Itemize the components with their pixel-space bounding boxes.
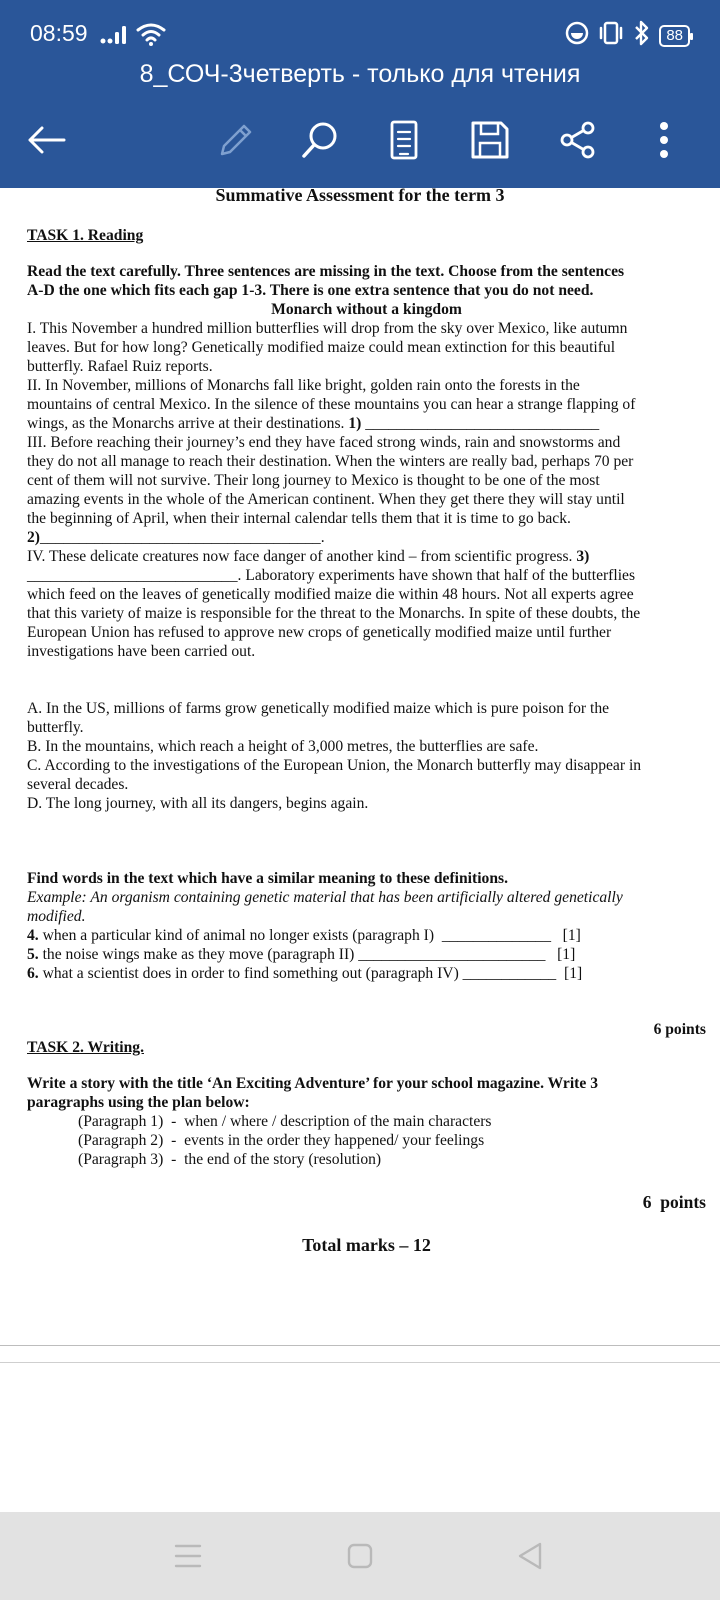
- battery-indicator: 88: [659, 25, 690, 47]
- gap-blank: ____________________________________.: [40, 529, 325, 546]
- task2-title: TASK 2. Writing.: [27, 1039, 144, 1056]
- paragraph-line: which feed on the leaves of genetically modified maize die within 48 hours. Not all experts agree: [27, 586, 634, 603]
- question-number: 6.: [27, 965, 39, 982]
- paragraph-line: amazing events in the whole of the American continent. When they get there they will stay until: [27, 491, 625, 508]
- points-label: 6 points: [653, 1021, 706, 1038]
- paragraph-line: III. Before reaching their journey’s end they have faced strong winds, rain and snowstorms and: [27, 434, 621, 451]
- document-page: [0, 185, 720, 1348]
- search-icon[interactable]: [296, 116, 344, 164]
- question-text: the noise wings make as they move (paragraph II) ________________________ [1]: [38, 946, 576, 963]
- paragraph-text: wings, as the Monarchs arrive at their destinations.: [27, 415, 345, 432]
- example-line: modified.: [27, 908, 86, 925]
- paragraph-line: I. This November a hundred million butterflies will drop from the sky over Mexico, like autumn: [27, 320, 628, 337]
- reading-view-icon[interactable]: [380, 116, 428, 164]
- plan-item: (Paragraph 2) - events in the order they happened/ your feelings: [78, 1132, 485, 1149]
- doc-heading: Summative Assessment for the term 3: [215, 185, 505, 205]
- paragraph-text: IV. These delicate creatures now face danger of another kind – from scientific progress.: [27, 548, 573, 565]
- paragraph-line-gap1: [27, 414, 599, 433]
- question-text: when a particular kind of animal no longer exists (paragraph I) ______________ [1]: [38, 927, 581, 944]
- paragraph-line-gap2: [27, 528, 325, 547]
- plan-item: (Paragraph 1) - when / where / description of the main characters: [78, 1113, 492, 1130]
- share-icon[interactable]: [554, 116, 602, 164]
- paragraph-text: . Laboratory experiments have shown that half of the butterflies: [237, 567, 636, 584]
- gap-number: 1): [348, 415, 362, 432]
- plan-item: (Paragraph 3) - the end of the story (resolution): [78, 1151, 382, 1168]
- page-divider: [0, 1345, 720, 1346]
- paragraph-line: the beginning of April, when their internal calendar tells them that it is time to go back.: [27, 510, 571, 527]
- text-title: Monarch without a kingdom: [271, 301, 462, 318]
- option-d: D. The long journey, with all its dangers, begins again.: [27, 795, 369, 812]
- option-c-cont: several decades.: [27, 776, 129, 793]
- paragraph-line: that this variety of maize is responsible for the threat to the Monarchs. In spite of these doubts, the: [27, 605, 641, 622]
- instruction-line: A-D the one which fits each gap 1-3. There is one extra sentence that you do not need.: [27, 282, 594, 299]
- page-divider: [0, 1362, 720, 1363]
- bluetooth-icon: [633, 20, 651, 51]
- recent-apps-icon[interactable]: [166, 1534, 210, 1578]
- option-c: C. According to the investigations of the European Union, the Monarch butterfly may disappear in: [27, 757, 642, 774]
- writing-instruction: paragraphs using the plan below:: [27, 1094, 250, 1111]
- option-a-cont: butterfly.: [27, 719, 84, 736]
- question-4: [27, 926, 581, 945]
- paragraph-line: cent of them will not survive. Their long journey to Mexico is thought to be one of the most: [27, 472, 600, 489]
- paragraph-line: [27, 566, 635, 585]
- total-marks: Total marks – 12: [302, 1235, 431, 1255]
- gap-blank: ______________________________: [365, 415, 600, 432]
- paragraph-line: II. In November, millions of Monarchs fall like bright, golden rain onto the forests in the: [27, 377, 580, 394]
- paragraph-line: butterfly. Rafael Ruiz reports.: [27, 358, 213, 375]
- example-line: Example: An organism containing genetic material that has been artificially altered genetically: [27, 889, 623, 906]
- gap-number: 2): [27, 529, 40, 546]
- question-text: what a scientist does in order to find something out (paragraph IV) ____________ [1]: [38, 965, 583, 982]
- app-bar: [0, 0, 720, 188]
- gap-blank: ___________________________: [27, 567, 238, 584]
- document-title: 8_СОЧ-3четверть - только для чтения: [139, 60, 581, 88]
- back-icon[interactable]: [508, 1534, 552, 1578]
- save-icon[interactable]: [466, 116, 514, 164]
- question-number: 5.: [27, 946, 39, 963]
- paragraph-line: leaves. But for how long? Genetically modified maize could mean extinction for this beautiful: [27, 339, 616, 356]
- edit-pencil-icon[interactable]: [212, 116, 260, 164]
- option-b: B. In the mountains, which reach a height of 3,000 metres, the butterflies are safe.: [27, 738, 539, 755]
- status-right: [565, 20, 690, 51]
- task1-title: TASK 1. Reading: [27, 227, 144, 244]
- find-words-title: Find words in the text which have a similar meaning to these definitions.: [27, 870, 508, 887]
- option-a: A. In the US, millions of farms grow genetically modified maize which is pure poison for the: [27, 700, 610, 717]
- signal-bars-icon: [100, 24, 128, 49]
- home-icon[interactable]: [338, 1534, 382, 1578]
- paragraph-line: mountains of central Mexico. In the silence of these mountains you can hear a strange flapping of: [27, 396, 636, 413]
- wifi-icon: [136, 22, 166, 51]
- vibrate-icon: [597, 21, 625, 50]
- paragraph-line: European Union has refused to approve new crops of genetically modified maize until further: [27, 624, 612, 641]
- question-5: [27, 945, 575, 964]
- back-arrow-icon[interactable]: [22, 116, 70, 164]
- paragraph-line: they do not all manage to reach their destination. When the winters are really bad, perhaps 70 per: [27, 453, 634, 470]
- question-6: [27, 964, 582, 983]
- instruction-line: Read the text carefully. Three sentences are missing in the text. Choose from the sentences: [27, 263, 625, 280]
- system-nav-bar: [0, 1512, 720, 1600]
- paragraph-line-gap3: [27, 547, 589, 566]
- paragraph-line: investigations have been carried out.: [27, 643, 256, 660]
- status-time: 08:59: [30, 20, 88, 46]
- data-saver-icon: [565, 21, 589, 50]
- points-label: 6 points: [642, 1192, 706, 1212]
- gap-number: 3): [576, 548, 590, 565]
- writing-instruction: Write a story with the title ‘An Exciting Adventure’ for your school magazine. Write 3: [27, 1075, 598, 1092]
- more-vert-icon[interactable]: [640, 116, 688, 164]
- question-number: 4.: [27, 927, 39, 944]
